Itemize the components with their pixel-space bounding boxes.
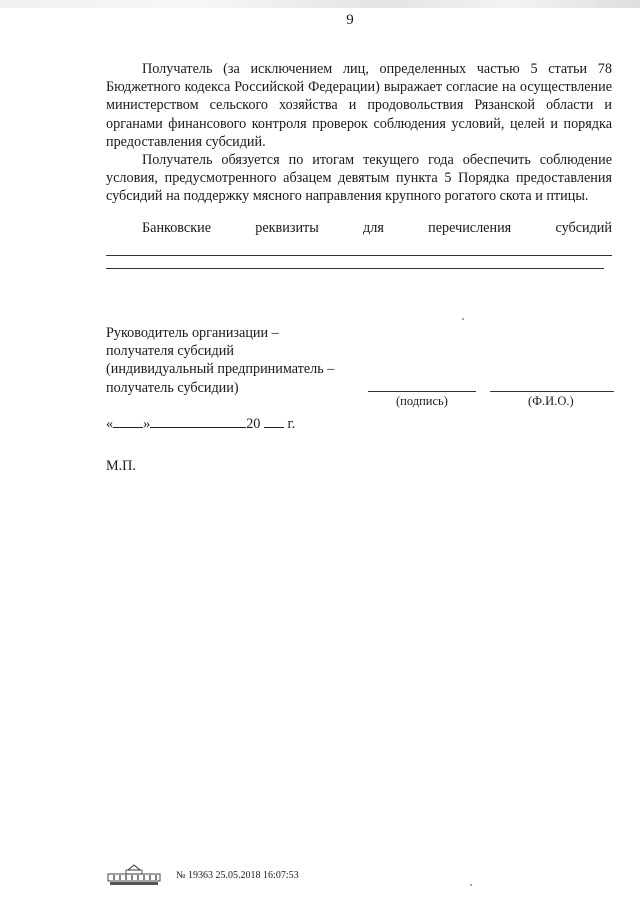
signer-line: получатель субсидии) bbox=[106, 379, 239, 396]
year-suffix: г. bbox=[287, 416, 296, 432]
bank-details-line-2 bbox=[106, 268, 604, 269]
full-name-line bbox=[490, 391, 614, 392]
signature-caption: (подпись) bbox=[396, 394, 448, 408]
date-open-quote: « bbox=[106, 416, 114, 432]
signer-line: (индивидуальный предприниматель – bbox=[106, 361, 335, 378]
scan-edge-artifact bbox=[0, 0, 640, 8]
bank-details-paragraph: Банковские реквизиты для перечисления субсидий bbox=[142, 220, 612, 236]
signature-line bbox=[368, 391, 476, 392]
scan-speck bbox=[462, 318, 464, 320]
date-close-quote: » bbox=[143, 416, 151, 432]
scan-speck bbox=[470, 884, 472, 886]
day-blank bbox=[113, 413, 143, 428]
date-line bbox=[106, 413, 295, 433]
registration-number: № 19363 25.05.2018 16:07:53 bbox=[176, 870, 299, 881]
year-blank bbox=[264, 413, 284, 428]
stamp-place: М.П. bbox=[106, 458, 136, 474]
full-name-caption: (Ф.И.О.) bbox=[528, 394, 574, 408]
registry-stamp-icon bbox=[106, 864, 162, 886]
registration-footer bbox=[106, 864, 366, 890]
obligation-paragraph: Получатель обязуется по итогам текущего года обеспечить соблюдение условия, предусмотренного абзацем девятым пункта 5 Порядка предоставления субсидий на поддержку мясного направления крупного рогатого скота и птицы. bbox=[106, 152, 612, 205]
month-blank bbox=[150, 413, 246, 428]
signer-block bbox=[106, 324, 334, 397]
signer-line: получателя субсидий bbox=[106, 343, 234, 360]
consent-paragraph: Получатель (за исключением лиц, определенных частью 5 статьи 78 Бюджетного кодекса Российской Федерации) выражает согласие на осуществление министерством сельского хозяйства и продовольствия Рязанской области и органами финансового контроля проверок соблюдения условий, целей и порядка предоставления субсидий. bbox=[106, 61, 612, 150]
year-prefix: 20 bbox=[246, 416, 261, 432]
page-number: 9 bbox=[346, 12, 354, 28]
signer-line: Руководитель организации – bbox=[106, 325, 279, 341]
bank-details-line-1 bbox=[106, 255, 612, 256]
